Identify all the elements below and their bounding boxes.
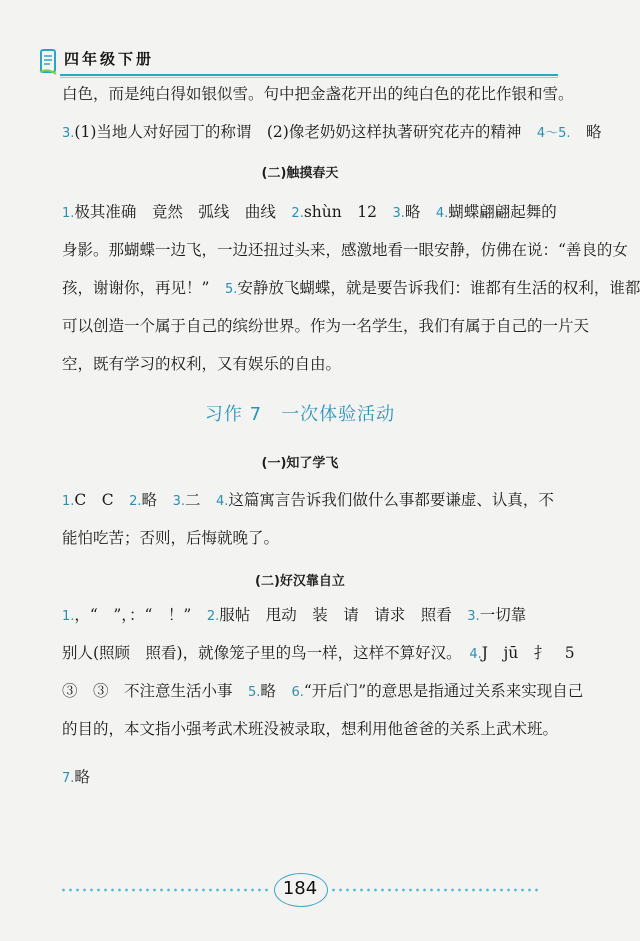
question-number: 4. (215, 494, 229, 509)
text-line (62, 113, 602, 151)
answer-text: 略 (141, 491, 173, 509)
grade-title: 四年级下册 (64, 50, 155, 68)
answer-text: 蝴蝶翩翩起舞的 (448, 203, 557, 221)
answer-text: C C (74, 491, 130, 509)
answer-text: 略 (74, 768, 90, 786)
question-number: 3. (172, 494, 185, 509)
question-number: 3. (62, 126, 75, 141)
answer-block-zhiliao (62, 481, 554, 557)
answer-block-jinzhanhua (62, 75, 602, 151)
answer-text: 孩，谢谢你，再见！” (62, 279, 225, 297)
text-line: 能怕吃苦；否则，后悔就晚了。 (62, 529, 280, 547)
answer-text: 这篇寓言告诉我们做什么事都要谦虚、认真，不 (228, 491, 554, 509)
page-header (38, 44, 558, 78)
question-number: 4. (435, 206, 449, 221)
question-number: 3. (392, 206, 405, 221)
answer-text: 略 (260, 682, 292, 700)
text-line (62, 634, 575, 672)
section-title: 习作 7 一次体验活动 (204, 404, 396, 425)
answer-text: 略 (404, 203, 436, 221)
text-line (62, 672, 584, 710)
question-number: 3. (467, 609, 480, 624)
text-line: 身影。那蝴蝶一边飞，一边还扭过头来，感激地看一眼安静，仿佛在说：“善良的女 (62, 241, 628, 259)
answer-block-haohan (62, 596, 584, 796)
question-number: 1. (62, 494, 75, 509)
question-number: 6. (291, 685, 304, 700)
question-number: 4～5. (536, 126, 571, 141)
text-line (62, 193, 557, 231)
text-line (62, 758, 550, 796)
text-line: 空，既有学习的权利，又有娱乐的自由。 (62, 355, 342, 373)
text-line (62, 481, 554, 519)
question-number: 2. (129, 494, 142, 509)
answer-text: 服帖 甩动 装 请 请求 照看 (219, 606, 468, 624)
answer-text: “开后门”的意思是指通过关系来实现自己 (303, 682, 584, 700)
subsection-heading: (一)知了学飞 (261, 456, 339, 471)
text-line (62, 269, 640, 307)
question-number: 1. (62, 609, 75, 624)
footer-dotted-line (60, 888, 270, 892)
answer-text: 二 (184, 491, 216, 509)
question-number: 1. (62, 206, 75, 221)
footer-dotted-line (330, 888, 540, 892)
answer-text: 别人(照顾 照看)，就像笼子里的鸟一样，这样不算好汉。 (62, 644, 470, 662)
answer-text: J jū 扌 5 (481, 644, 575, 662)
text-line: 的目的，本文指小强考武术班没被录取，想利用他爸爸的关系上武术班。 (62, 720, 559, 738)
text-line: 白色，而是纯白得如银似雪。句中把金盏花开出的纯白色的花比作银和雪。 (62, 85, 574, 103)
answer-text: 极其准确 竟然 弧线 曲线 (74, 203, 292, 221)
text-line: 可以创造一个属于自己的缤纷世界。作为一名学生，我们有属于自己的一片天 (62, 317, 590, 335)
subsection-heading: (二)触摸春天 (261, 166, 339, 181)
book-logo-icon (38, 48, 62, 76)
text-line (62, 596, 550, 634)
answer-block-chumo (62, 193, 640, 383)
page-number: 184 (282, 878, 318, 899)
question-number: 5. (224, 282, 238, 297)
question-number: 2. (206, 609, 220, 624)
answer-text: 略 (570, 123, 602, 141)
answer-text: ，“ ”，：“ ！” (74, 606, 207, 624)
answer-text: ③ ③ 不注意生活小事 (62, 682, 249, 700)
question-number: 5. (248, 685, 261, 700)
answer-text: 安静放飞蝴蝶，就是要告诉我们：谁都有生活的权利，谁都 (237, 279, 640, 297)
question-number: 4. (469, 647, 482, 662)
answer-text: shùn 12 (303, 203, 393, 221)
subsection-heading: (二)好汉靠自立 (255, 574, 345, 589)
page-footer (60, 870, 540, 910)
question-number: 7. (62, 771, 75, 786)
answer-text: 一切靠 (479, 606, 527, 624)
answer-text: (1)当地人对好园丁的称谓 (2)像老奶奶这样执著研究花卉的精神 (74, 123, 537, 141)
question-number: 2. (291, 206, 304, 221)
